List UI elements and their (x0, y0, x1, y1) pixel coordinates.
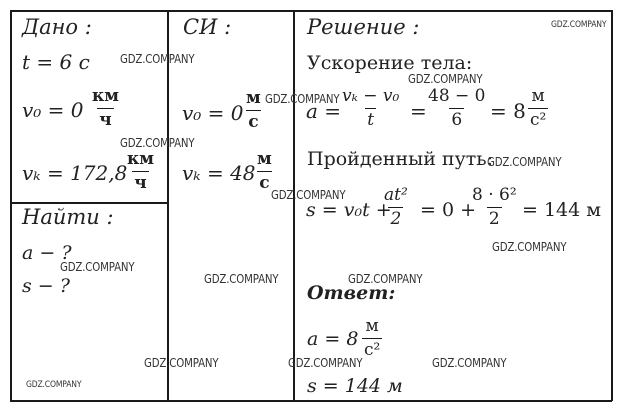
accel-title: Ускорение тела: (307, 52, 473, 74)
si-v0-unit: м c (246, 88, 261, 132)
path-lhs: s = v₀t + (306, 199, 392, 221)
si-header: СИ : (183, 15, 232, 39)
watermark-bottom-left: GDZ.COMPANY (26, 380, 82, 390)
given-vk: vₖ = 172,8 (22, 161, 128, 185)
border-bottom (10, 400, 612, 402)
divider-given-si (167, 10, 169, 401)
answer-header: Ответ: (307, 282, 396, 304)
path-result: = 144 м (522, 199, 602, 221)
answer-s: s = 144 м (307, 375, 403, 397)
divider-given-find (10, 202, 168, 204)
watermark: GDZ.COMPANY (120, 52, 195, 66)
answer-a-unit: м c² (364, 316, 381, 360)
watermark: GDZ.COMPANY (492, 240, 567, 254)
watermark-top-right: GDZ.COMPANY (551, 20, 607, 30)
path-fraction-formula: $\frac{\text{at²}}{2}$ (384, 185, 408, 229)
answer-a: a = 8 (307, 328, 359, 350)
si-vk-unit: м c (257, 149, 272, 193)
watermark: GDZ.COMPANY (120, 136, 195, 150)
path-fraction-numbers: $\frac{\text{8 · 6²}}{2}$ (472, 185, 517, 229)
find-s: s − ? (22, 275, 70, 297)
given-time: t = 6 c (22, 50, 90, 74)
watermark: GDZ.COMPANY (408, 72, 483, 86)
watermark: GDZ.COMPANY (204, 272, 279, 286)
border-top (10, 10, 612, 12)
given-header: Дано : (22, 15, 92, 39)
find-a: a − ? (22, 242, 72, 264)
si-vk: vₖ = 48 (182, 161, 256, 185)
watermark: GDZ.COMPANY (144, 356, 219, 370)
find-header: Найти : (22, 205, 114, 229)
accel-fraction-numbers: $\frac{48 - 0}{6}$ (428, 86, 486, 130)
watermark: GDZ.COMPANY (271, 188, 346, 202)
given-vk-unit: км ч (127, 149, 155, 193)
border-right (611, 10, 613, 401)
watermark: GDZ.COMPANY (60, 260, 135, 274)
solution-header: Решение : (307, 15, 420, 39)
border-left (10, 10, 12, 401)
path-title: Пройденный путь: (307, 148, 494, 170)
watermark: GDZ.COMPANY (265, 92, 340, 106)
watermark: GDZ.COMPANY (487, 155, 562, 169)
given-v0: v₀ = 0 (22, 98, 84, 122)
watermark: GDZ.COMPANY (432, 356, 507, 370)
si-v0: v₀ = 0 (182, 101, 244, 125)
watermark: GDZ.COMPANY (288, 356, 363, 370)
accel-unit: м c² (530, 86, 547, 130)
accel-lhs: a = (306, 99, 342, 123)
divider-si-solution (293, 10, 295, 401)
given-v0-unit: км ч (92, 86, 120, 130)
path-mid: = 0 + (420, 199, 477, 221)
accel-fraction-formula: $\frac{\text{vₖ − v₀}}{t}$ (342, 86, 400, 130)
watermark: GDZ.COMPANY (348, 272, 423, 286)
accel-result: = 8 (490, 99, 526, 123)
accel-eq-sign: = (410, 99, 427, 123)
